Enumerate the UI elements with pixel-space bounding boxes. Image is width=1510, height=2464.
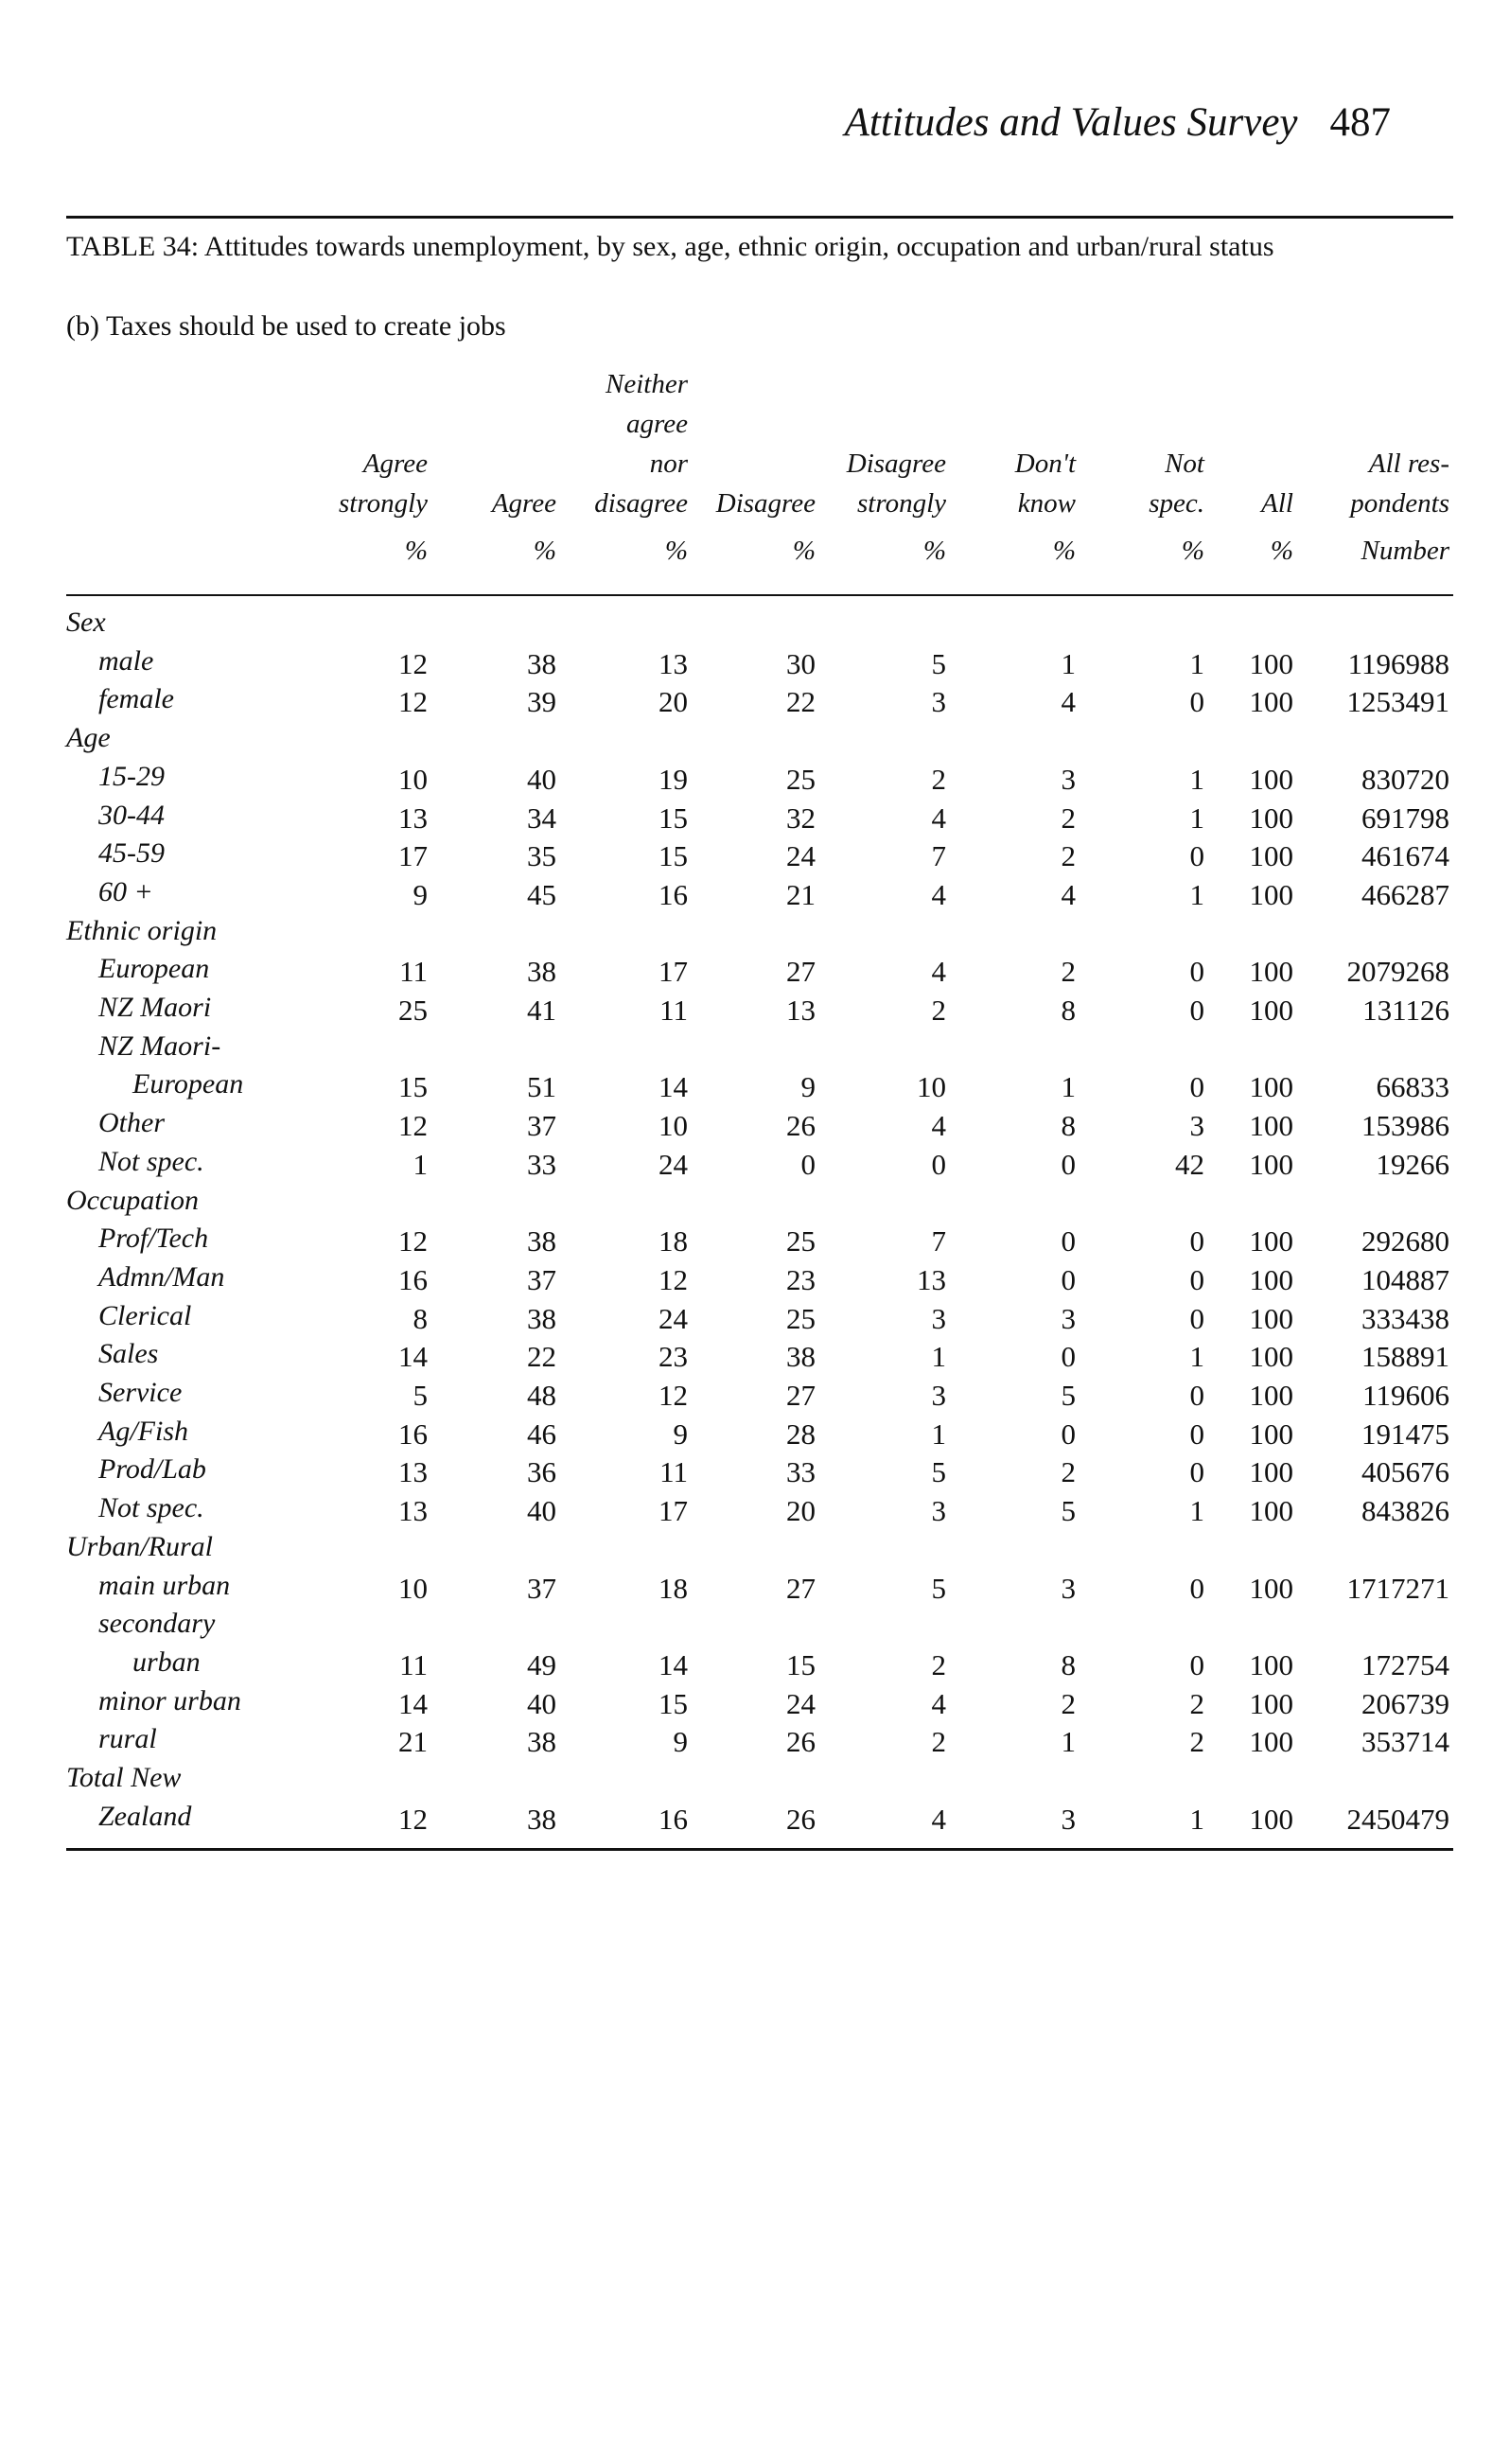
table-cell: 13 (658, 646, 688, 680)
table-cell: 11 (659, 994, 688, 1027)
table-cell: 2 (931, 762, 946, 796)
table-cell: 100 (1249, 1686, 1293, 1720)
table-cell: 32 (786, 801, 816, 835)
table-cell: 10 (398, 1571, 428, 1605)
table-cell: 15 (398, 1070, 428, 1104)
table-cell: 100 (1249, 1224, 1293, 1258)
table-cell: 0 (1189, 1070, 1204, 1104)
table-cell: 24 (658, 1147, 688, 1181)
table-cell: 26 (786, 1725, 816, 1759)
table-cell: 1 (1061, 1070, 1076, 1104)
table-cell: 39 (527, 685, 556, 719)
table-cell: 2079268 (1346, 955, 1449, 989)
row-label: 60 + (98, 875, 153, 907)
table-cell: 25 (786, 762, 816, 796)
table-cell: 15 (786, 1647, 816, 1681)
table-cell: 21 (786, 877, 816, 911)
table-cell: 16 (658, 1802, 688, 1836)
table-cell: 22 (786, 685, 816, 719)
table-subcaption: (b) Taxes should be used to create jobs (66, 310, 506, 342)
table-cell: 292680 (1361, 1224, 1449, 1258)
table-cell: 4 (931, 801, 946, 835)
table-cell: 3 (1061, 1301, 1076, 1335)
table-cell: 9 (413, 877, 428, 911)
section-heading: Ethnic origin (66, 914, 218, 946)
table-cell: 2 (931, 994, 946, 1027)
row-label: Admn/Man (98, 1260, 225, 1293)
table-cell: 100 (1249, 646, 1293, 680)
table-cell: 172754 (1361, 1647, 1449, 1681)
row-label: European (132, 1068, 244, 1100)
table-cell: 4 (931, 1686, 946, 1720)
table-cell: 1 (1061, 646, 1076, 680)
table-cell: 2 (1061, 1455, 1076, 1489)
table-cell: 100 (1249, 762, 1293, 796)
table-cell: 8 (413, 1301, 428, 1335)
column-header-line: All (1261, 488, 1293, 519)
table-cell: 158891 (1361, 1340, 1449, 1374)
table-cell: 33 (786, 1455, 816, 1489)
table-cell: 4 (931, 1802, 946, 1836)
table-cell: 3 (931, 1301, 946, 1335)
table-cell: 1196988 (1347, 646, 1449, 680)
table-cell: 0 (1189, 839, 1204, 873)
table-cell: 37 (527, 1109, 556, 1143)
column-unit: % (404, 536, 428, 566)
table-cell: 100 (1249, 1109, 1293, 1143)
table-cell: 10 (658, 1109, 688, 1143)
table-cell: 0 (931, 1147, 946, 1181)
table-cell: 24 (786, 839, 816, 873)
table-cell: 38 (527, 646, 556, 680)
table-cell: 2 (1061, 801, 1076, 835)
column-unit: % (533, 536, 556, 566)
table-cell: 153986 (1361, 1109, 1449, 1143)
column-header-line: nor (649, 449, 688, 479)
table-cell: 0 (1189, 1301, 1204, 1335)
running-head (681, 99, 1391, 146)
table-cell: 25 (398, 994, 428, 1027)
column-header-line: Agree (491, 488, 556, 519)
bottom-rule (66, 1848, 1453, 1851)
column-unit: % (664, 536, 688, 566)
table-cell: 405676 (1361, 1455, 1449, 1489)
row-label: NZ Maori- (98, 1030, 221, 1062)
table-cell: 100 (1249, 1647, 1293, 1681)
column-unit: % (792, 536, 816, 566)
row-label: 15-29 (98, 760, 165, 792)
table-cell: 11 (659, 1455, 688, 1489)
column-header-line: spec. (1149, 488, 1204, 519)
running-head-title: Attitudes and Values Survey (844, 100, 1298, 145)
table-cell: 7 (931, 1224, 946, 1258)
table-cell: 41 (527, 994, 556, 1027)
table-cell: 3 (1189, 1109, 1204, 1143)
table-cell: 10 (398, 762, 428, 796)
row-label: 30-44 (98, 799, 165, 831)
table-cell: 17 (658, 1494, 688, 1528)
table-cell: 0 (1189, 1224, 1204, 1258)
table-cell: 4 (931, 955, 946, 989)
table-cell: 40 (527, 1494, 556, 1528)
table-cell: 12 (398, 1224, 428, 1258)
table-cell: 8 (1061, 994, 1076, 1027)
row-label: Prod/Lab (98, 1453, 206, 1486)
table-cell: 13 (398, 1494, 428, 1528)
table-cell: 16 (658, 877, 688, 911)
table-cell: 11 (399, 1647, 428, 1681)
table-cell: 2 (931, 1725, 946, 1759)
column-header-line: Not (1165, 449, 1204, 479)
row-label: NZ Maori (98, 992, 212, 1023)
table-cell: 1 (1189, 877, 1204, 911)
table-cell: 8 (1061, 1647, 1076, 1681)
table-cell: 100 (1249, 801, 1293, 835)
column-header-line: Disagree (715, 488, 816, 519)
table-cell: 40 (527, 1686, 556, 1720)
table-cell: 2 (931, 1647, 946, 1681)
table-cell: 5 (1061, 1379, 1076, 1412)
top-rule (66, 216, 1453, 219)
column-header-line: Disagree (846, 449, 946, 479)
row-label: Sales (98, 1338, 159, 1370)
table-cell: 27 (786, 1571, 816, 1605)
table-cell: 15 (658, 801, 688, 835)
table-cell: 100 (1249, 955, 1293, 989)
table-cell: 26 (786, 1802, 816, 1836)
table-cell: 1 (1189, 1340, 1204, 1374)
table-cell: 25 (786, 1301, 816, 1335)
header-rule (66, 594, 1453, 596)
table-cell: 37 (527, 1571, 556, 1605)
column-header-line: strongly (857, 488, 946, 519)
table-cell: 100 (1249, 1070, 1293, 1104)
table-cell: 7 (931, 839, 946, 873)
table-cell: 119606 (1362, 1379, 1449, 1412)
table-cell: 4 (931, 877, 946, 911)
column-header-line: All res- (1368, 449, 1449, 479)
table-cell: 18 (658, 1224, 688, 1258)
table-cell: 21 (398, 1725, 428, 1759)
table-cell: 27 (786, 955, 816, 989)
table-cell: 1253491 (1346, 685, 1449, 719)
table-cell: 38 (786, 1340, 816, 1374)
table-cell: 38 (527, 1725, 556, 1759)
table-cell: 49 (527, 1647, 556, 1681)
table-cell: 191475 (1361, 1417, 1449, 1451)
table-cell: 38 (527, 1802, 556, 1836)
table-cell: 0 (1189, 1571, 1204, 1605)
table-cell: 38 (527, 1301, 556, 1335)
section-heading: Occupation (66, 1184, 199, 1216)
row-label: female (98, 683, 174, 715)
column-unit: Number (1361, 536, 1449, 566)
table-cell: 24 (658, 1301, 688, 1335)
table-cell: 5 (1061, 1494, 1076, 1528)
table-cell: 0 (1189, 685, 1204, 719)
table-cell: 353714 (1361, 1725, 1449, 1759)
section-heading: Sex (66, 607, 106, 638)
table-cell: 23 (786, 1262, 816, 1296)
table-cell: 0 (1189, 994, 1204, 1027)
table-cell: 100 (1249, 1571, 1293, 1605)
table-cell: 1 (931, 1417, 946, 1451)
table-cell: 0 (1061, 1224, 1076, 1258)
table-cell: 5 (413, 1379, 428, 1412)
table-cell: 1 (931, 1340, 946, 1374)
table-cell: 0 (800, 1147, 816, 1181)
table-cell: 13 (786, 994, 816, 1027)
table-cell: 2 (1189, 1725, 1204, 1759)
table-cell: 16 (398, 1417, 428, 1451)
table-cell: 4 (931, 1109, 946, 1143)
table-cell: 100 (1249, 1379, 1293, 1412)
table-cell: 5 (931, 646, 946, 680)
table-cell: 15 (658, 1686, 688, 1720)
row-label: Not spec. (98, 1145, 204, 1177)
table-caption: TABLE 34: Attitudes towards unemployment, by sex, age, ethnic origin, occupation and urban/rural status (66, 231, 1274, 262)
table-cell: 5 (931, 1571, 946, 1605)
row-label: Clerical (98, 1299, 192, 1331)
table-cell: 0 (1189, 1647, 1204, 1681)
table-cell: 3 (931, 685, 946, 719)
table-cell: 13 (398, 801, 428, 835)
table-cell: 35 (527, 839, 556, 873)
table-cell: 12 (398, 1802, 428, 1836)
table-cell: 0 (1061, 1262, 1076, 1296)
table-cell: 25 (786, 1224, 816, 1258)
table-cell: 131126 (1362, 994, 1449, 1027)
page-number: 487 (1329, 100, 1391, 145)
table-cell: 14 (658, 1070, 688, 1104)
table-cell: 100 (1249, 1802, 1293, 1836)
table-cell: 66833 (1376, 1070, 1449, 1104)
table-cell: 12 (398, 685, 428, 719)
table-cell: 3 (931, 1379, 946, 1412)
column-unit: % (1052, 536, 1076, 566)
table-cell: 100 (1249, 877, 1293, 911)
table-cell: 100 (1249, 1340, 1293, 1374)
table-cell: 3 (1061, 762, 1076, 796)
table-cell: 24 (786, 1686, 816, 1720)
table-cell: 206739 (1361, 1686, 1449, 1720)
table-cell: 100 (1249, 1725, 1293, 1759)
section-heading: Urban/Rural (66, 1530, 214, 1562)
table-cell: 1 (1189, 762, 1204, 796)
table-cell: 9 (800, 1070, 816, 1104)
table-cell: 0 (1061, 1147, 1076, 1181)
section-heading: Total New (66, 1762, 182, 1793)
column-header-line: Don't (1014, 449, 1076, 479)
table-cell: 13 (398, 1455, 428, 1489)
table-cell: 100 (1249, 994, 1293, 1027)
column-header-line: agree (626, 409, 688, 439)
table-cell: 11 (399, 955, 428, 989)
table-cell: 691798 (1361, 801, 1449, 835)
table-cell: 34 (527, 801, 556, 835)
table-cell: 9 (673, 1417, 688, 1451)
table-cell: 48 (527, 1379, 556, 1412)
column-unit: % (1270, 536, 1293, 566)
row-label: 45-59 (98, 837, 165, 870)
row-label: male (98, 644, 154, 677)
row-label: secondary (98, 1608, 216, 1640)
table-cell: 100 (1249, 685, 1293, 719)
table-cell: 15 (658, 839, 688, 873)
table-cell: 19266 (1376, 1147, 1449, 1181)
column-header-line: disagree (594, 488, 688, 519)
table-cell: 100 (1249, 1301, 1293, 1335)
table-cell: 23 (658, 1340, 688, 1374)
table-cell: 100 (1249, 839, 1293, 873)
table-cell: 1 (1189, 1802, 1204, 1836)
table-cell: 1717271 (1346, 1571, 1449, 1605)
table-cell: 38 (527, 955, 556, 989)
row-label: main urban (98, 1569, 231, 1601)
table-cell: 0 (1189, 1379, 1204, 1412)
table-cell: 830720 (1361, 762, 1449, 796)
row-label: Ag/Fish (98, 1415, 188, 1447)
table-cell: 2 (1061, 955, 1076, 989)
column-unit: % (1181, 536, 1204, 566)
table-cell: 5 (931, 1455, 946, 1489)
table-cell: 0 (1189, 1455, 1204, 1489)
table-cell: 14 (398, 1686, 428, 1720)
table-cell: 13 (917, 1262, 946, 1296)
table-cell: 3 (1061, 1571, 1076, 1605)
table-cell: 37 (527, 1262, 556, 1296)
table-cell: 100 (1249, 1147, 1293, 1181)
table-cell: 16 (398, 1262, 428, 1296)
table-cell: 2 (1189, 1686, 1204, 1720)
table-cell: 51 (527, 1070, 556, 1104)
table-cell: 4 (1061, 685, 1076, 719)
column-header-line: Neither (606, 369, 688, 399)
table-cell: 100 (1249, 1494, 1293, 1528)
table-cell: 10 (917, 1070, 946, 1104)
table-cell: 38 (527, 1224, 556, 1258)
column-unit: % (922, 536, 946, 566)
section-heading: Age (66, 722, 111, 754)
table-cell: 46 (527, 1417, 556, 1451)
row-label: Not spec. (98, 1492, 204, 1524)
row-label: urban (132, 1646, 201, 1678)
row-label: Zealand (98, 1800, 192, 1832)
table-cell: 0 (1189, 955, 1204, 989)
table-cell: 12 (398, 646, 428, 680)
table-cell: 17 (398, 839, 428, 873)
table-cell: 12 (658, 1379, 688, 1412)
column-header-line: know (1017, 488, 1076, 519)
table-cell: 17 (658, 955, 688, 989)
table-cell: 22 (527, 1340, 556, 1374)
column-header-line: Agree (362, 449, 428, 479)
table-cell: 1 (1061, 1725, 1076, 1759)
table-cell: 100 (1249, 1262, 1293, 1296)
table-cell: 1 (1189, 646, 1204, 680)
table-cell: 104887 (1361, 1262, 1449, 1296)
column-header-line: pondents (1350, 488, 1449, 519)
row-label: rural (98, 1723, 157, 1755)
table-cell: 1 (1189, 801, 1204, 835)
table-cell: 20 (658, 685, 688, 719)
table-cell: 0 (1189, 1417, 1204, 1451)
table-cell: 466287 (1361, 877, 1449, 911)
table-cell: 14 (658, 1647, 688, 1681)
table-cell: 0 (1061, 1340, 1076, 1374)
table-cell: 45 (527, 877, 556, 911)
row-label: Prof/Tech (98, 1223, 209, 1255)
table-cell: 100 (1249, 1455, 1293, 1489)
table-cell: 100 (1249, 1417, 1293, 1451)
table-cell: 33 (527, 1147, 556, 1181)
table-cell: 26 (786, 1109, 816, 1143)
table-cell: 843826 (1361, 1494, 1449, 1528)
table-cell: 0 (1061, 1417, 1076, 1451)
row-label: Service (98, 1377, 183, 1408)
table-cell: 4 (1061, 877, 1076, 911)
row-label: minor urban (98, 1684, 241, 1716)
table-cell: 2 (1061, 839, 1076, 873)
table-cell: 3 (931, 1494, 946, 1528)
table-cell: 28 (786, 1417, 816, 1451)
table-cell: 18 (658, 1571, 688, 1605)
table-cell: 461674 (1361, 839, 1449, 873)
row-label: European (98, 953, 210, 985)
table-cell: 2 (1061, 1686, 1076, 1720)
table-cell: 40 (527, 762, 556, 796)
table-cell: 19 (658, 762, 688, 796)
table-cell: 12 (398, 1109, 428, 1143)
table-cell: 36 (527, 1455, 556, 1489)
table-cell: 12 (658, 1262, 688, 1296)
row-label: Other (98, 1107, 165, 1139)
column-header-line: strongly (339, 488, 428, 519)
table-cell: 333438 (1361, 1301, 1449, 1335)
table-cell: 1 (1189, 1494, 1204, 1528)
table-cell: 42 (1175, 1147, 1204, 1181)
table-cell: 8 (1061, 1109, 1076, 1143)
table-cell: 3 (1061, 1802, 1076, 1836)
table-cell: 14 (398, 1340, 428, 1374)
table-cell: 1 (413, 1147, 428, 1181)
table-cell: 20 (786, 1494, 816, 1528)
table-cell: 27 (786, 1379, 816, 1412)
table-cell: 30 (786, 646, 816, 680)
table-cell: 9 (673, 1725, 688, 1759)
table-cell: 2450479 (1346, 1802, 1449, 1836)
table-cell: 0 (1189, 1262, 1204, 1296)
